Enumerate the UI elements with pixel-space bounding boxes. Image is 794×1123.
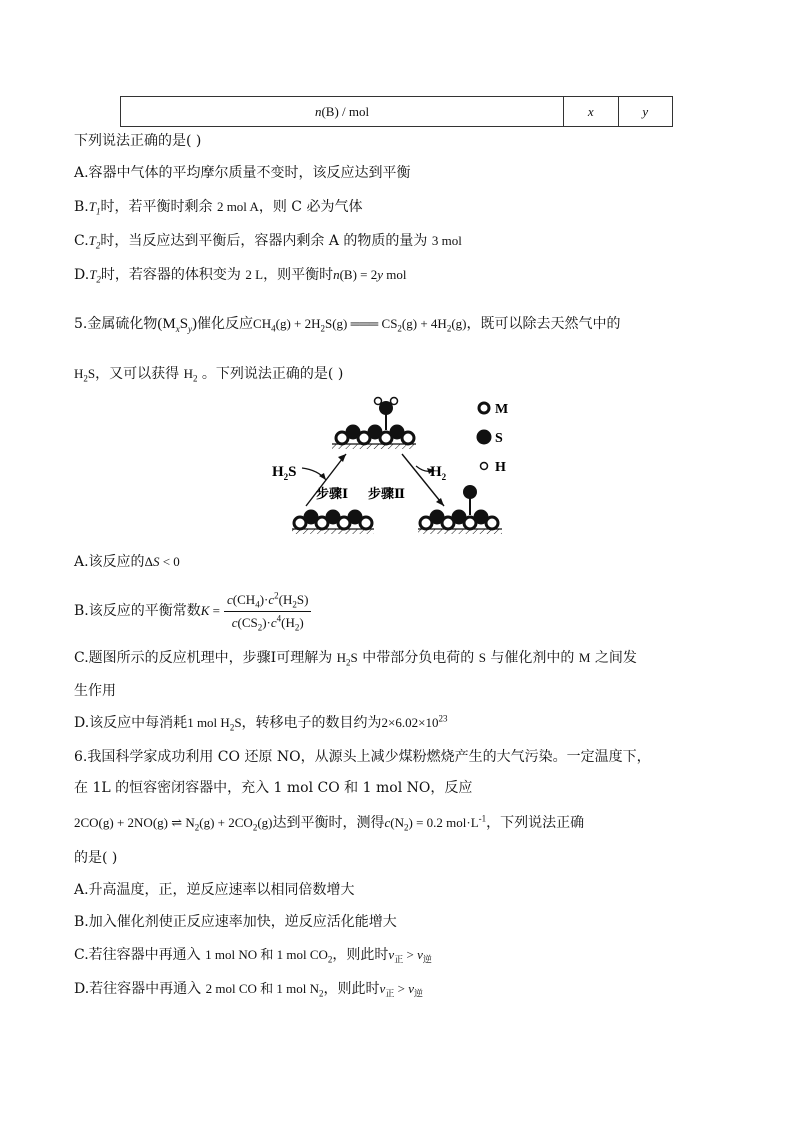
atom-h [391,398,398,405]
rate-inequality: $v_正 > v_逆$ [388,947,432,965]
stem-text: 5.金属硫化物 [74,316,158,332]
data-table [120,96,673,127]
label-step2: 步骤Ⅱ [368,487,405,502]
legend [477,402,509,475]
q5-stem-line1 [74,314,620,334]
fraction-numerator: $c(CH_4)\cdot c^2(H_2S)$ [224,592,311,612]
option-prefix: B. [74,199,89,215]
atom-h [375,398,382,405]
stem-text: ，既可以除去天然气中的 [466,316,621,332]
option-text: 时，若平衡时剩余 [100,199,217,215]
q4-option-b [74,197,362,217]
option-amount: 1 mol NO 和 1 mol $CO_2$ [205,947,333,965]
mechanism-figure [266,394,516,544]
option-volume: 2 L [245,267,264,282]
label-step1: 步骤Ⅰ [316,487,349,502]
right-catalyst-surface [418,485,502,534]
option-text: B.该反应的平衡常数 [74,603,201,619]
temp-symbol: $T_2$ [89,267,101,285]
rate-inequality: $v_正 > v_逆$ [379,981,423,999]
stem-text: 催化反应 [197,316,254,332]
option-text: D.该反应中每消耗 [74,715,188,731]
option-text: ，转移电子的数目约为 [241,715,382,731]
option-amount: 3 mol [431,233,462,248]
option-text: ，则 C 必为气体 [258,199,363,215]
legend-h-label: H [495,460,506,475]
q6-stem-line1: 6.我国科学家成功利用 CO 还原 NO，从源头上减少煤粉燃烧产生的大气污染。一定温度下， [74,749,651,765]
legend-s-icon [477,430,492,445]
concentration: $c(N_2) = 0.2$ $mol\cdot L^{-1}$ [384,813,487,833]
q6-stem-line4: 的是( ) [74,850,118,866]
option-text: D.若往容器中再通入 [74,981,206,997]
atom-m [360,517,372,529]
table-cell-y: y [618,97,672,127]
option-prefix: D. [74,267,90,283]
fraction-denominator: $c(CS_2)\cdot c^4(H_2)$ [231,613,304,633]
q4-stem: 下列说法正确的是( ) [74,133,202,149]
option-text: C.若往容器中再通入 [74,947,206,963]
option-text: ，则平衡时 [263,267,334,283]
option-amount: 2 mol A [216,199,259,214]
q6-stem-line2: 在 1L 的恒容密闭容器中，充入 1 mol CO 和 1 mol NO，反应 [74,780,473,796]
temp-symbol: $T_2$ [88,233,101,251]
q4-option-d [74,265,407,285]
catalyst-formula: $(M_xS_y)$ [157,316,198,334]
q4-option-c [74,231,462,251]
option-number: $2\times 6.02\times 10^{23}$ [381,713,448,730]
q5-stem-line2: $H_2S$，又可以获得 $H_2$ 。下列说法正确的是( ) [74,366,344,384]
option-amount: 2 mol CO 和 1 mol $N_2$ [205,981,324,999]
option-equation: n(B) = 2y mol [333,267,407,282]
k-fraction [224,592,311,631]
q6-option-b: B.加入催化剂使正反应速率加快，逆反应活化能增大 [74,914,397,930]
q4-option-a: A.容器中气体的平均摩尔质量不变时，该反应达到平衡 [74,165,411,181]
table-row [121,97,673,127]
q6-option-d [74,979,423,999]
option-text: ，则此时 [323,981,380,997]
q5-option-b: B.该反应的平衡常数K = $\frac{c(CH_4)\cdot c^2(H_2S)}{c(CS_2)\cdot c^4(H_2)}$ [74,590,311,632]
legend-m-label: M [495,402,509,417]
reaction-equation: $CH_4(g) + 2H_2S(g)$ ═══ $CS_2(g) + 4H_2(g)$ [253,316,467,334]
formula-h2s: $H_2S$ [74,366,96,384]
table-cell-x: x [564,97,618,127]
label-h2: $H_2$ [430,464,447,482]
atom-m [486,517,498,529]
q5-option-a [74,552,180,572]
q6-option-a: A.升高温度，正，逆反应速率以相同倍数增大 [74,882,355,898]
reaction-equation: 2CO(g) + 2NO(g) ⇌ $N_2(g) + 2CO_2(g)$ [74,815,273,833]
legend-m-icon [479,403,489,413]
atom-s [463,485,477,499]
atom-m [402,432,414,444]
label-h2s: $H_2S$ [272,464,297,482]
q5-option-c-line1: C.题图所示的反应机理中，步骤Ⅰ可理解为 $H_2S$ 中带部分负电荷的 S 与催化剂中的 M 之间发 [74,650,637,668]
option-prefix: C. [74,233,89,249]
formula-h2: $H_2$ [183,366,198,384]
option-text: A.该反应的 [74,554,145,570]
top-catalyst-surface [332,398,416,450]
legend-h-icon [481,463,488,470]
temp-symbol: $T_1$ [88,199,101,217]
q5-option-d [74,713,447,733]
q6-option-c [74,945,432,965]
table-cell-label: n(B) / mol [121,97,564,127]
q5-option-c-line2: 生作用 [74,683,116,699]
option-amount: 1 mol $H_2S$ [187,715,242,733]
option-text: 时，若容器的体积变为 [100,267,246,283]
option-math: ΔS < 0 [144,554,180,569]
option-text: 时，当反应达到平衡后，容器内剩余 A 的物质的量为 [100,233,432,249]
stem-text: ，下列说法正确 [486,815,585,831]
constant-k: K [200,603,210,618]
q6-stem-line3 [74,813,584,833]
legend-s-label: S [495,431,503,446]
stem-text: 达到平衡时，测得 [272,815,385,831]
option-text: ，则此时 [332,947,389,963]
left-catalyst-surface [292,510,374,535]
